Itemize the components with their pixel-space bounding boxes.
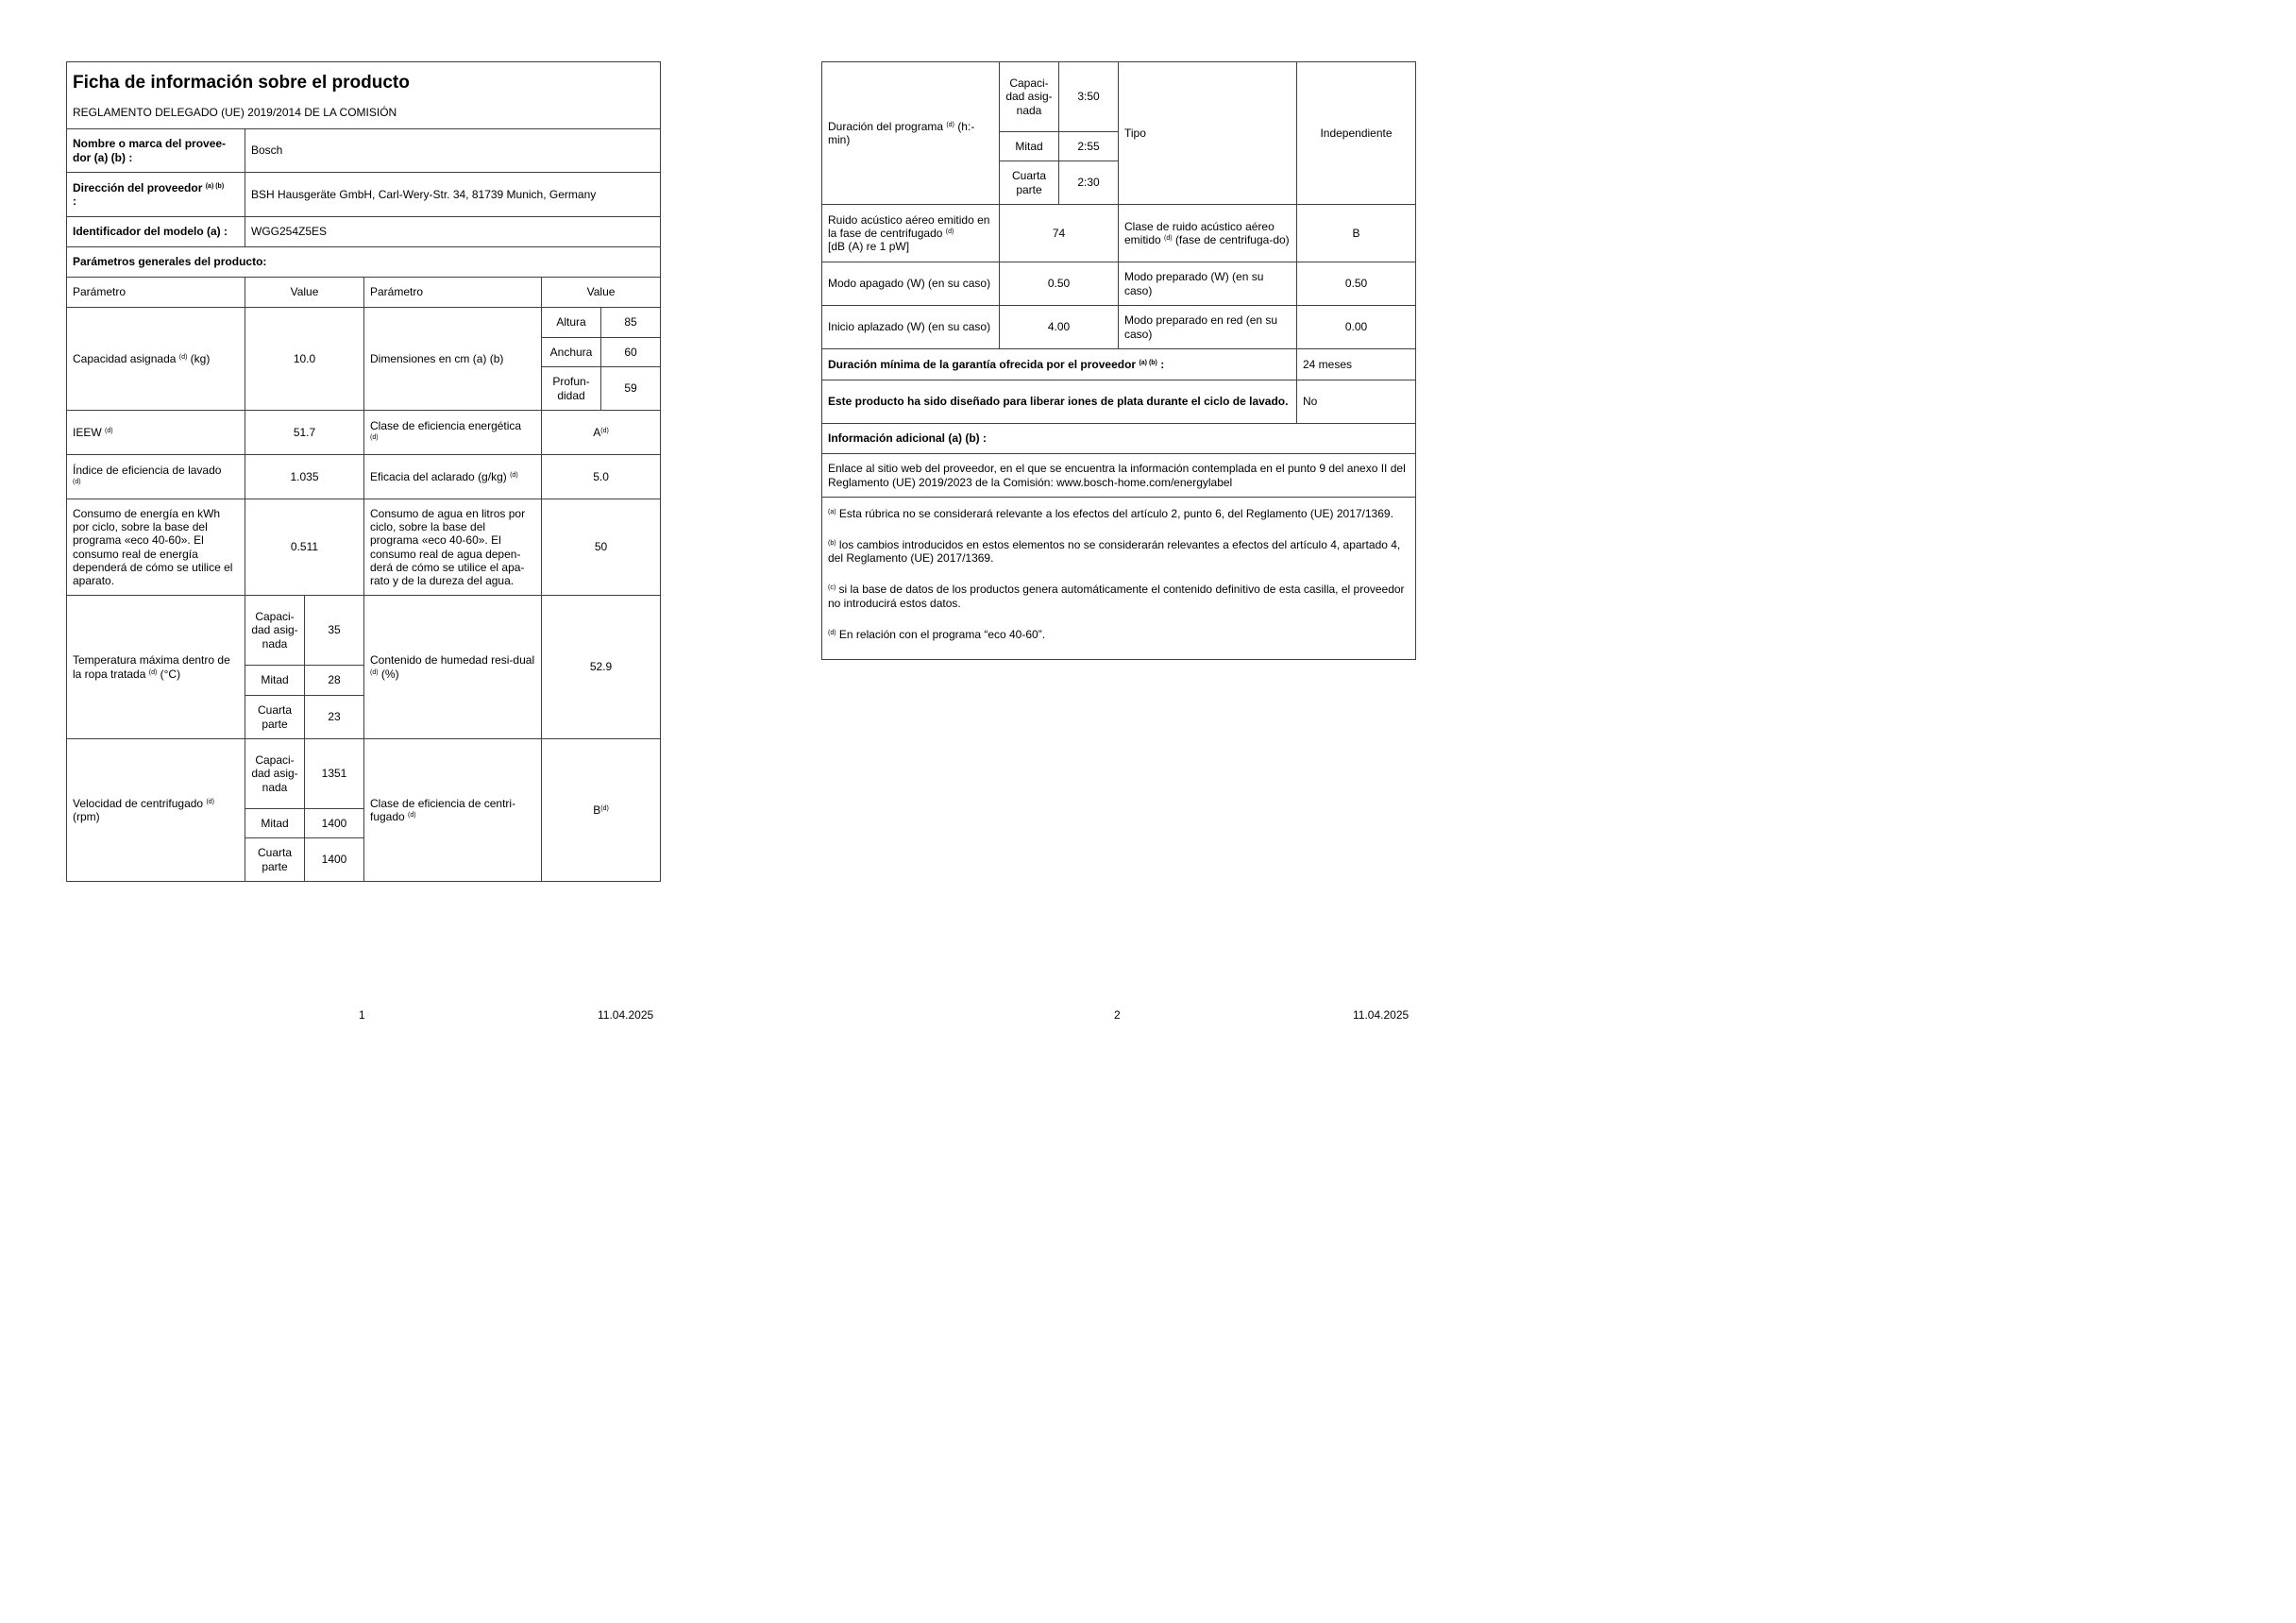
dimensions-label: Dimensiones en cm (a) (b) [364,308,542,411]
energy-class-value-sup: (d) [600,427,609,434]
wash-index-label-cell [67,455,245,499]
noise-unit: [dB (A) re 1 pW] [828,240,910,254]
moisture-label: Contenido de humedad resi-dual [370,653,535,668]
rinse-sup: (d) [510,471,518,479]
temp-full-label: Capaci-dad asig-nada [245,596,305,666]
spin-class-value-cell [542,739,661,882]
temp-quarter-value: 23 [305,696,364,739]
additional-info-heading: Información adicional (a) (b) : [822,424,1416,454]
dim-height-label: Altura [542,308,601,338]
type-label: Tipo [1119,62,1297,205]
spin-class-value-sup: (d) [600,804,609,812]
spin-label: Velocidad de centrifugado [73,796,204,810]
duration-label: Duración del programa [828,119,944,133]
delay-start-value: 4.00 [1000,306,1119,349]
noise-value: 74 [1000,205,1119,262]
header-param-2: Parámetro [364,278,542,308]
page-date: 11.04.2025 [598,1008,654,1022]
silver-ions-label: Este producto ha sido diseñado para liberar iones de plata durante el ciclo de lavado. [822,380,1297,424]
energy-consumption-value: 0.511 [245,499,364,596]
temp-full-value: 35 [305,596,364,666]
temp-half-value: 28 [305,666,364,696]
energy-consumption-label: Consumo de energía en kWh por ciclo, sobre la base del programa «eco 40-60». El consumo real de energía dependerá de cómo se utilice el aparato. [67,499,245,596]
capacity-unit: (kg) [190,351,211,365]
rinse-value: 5.0 [542,455,661,499]
temp-quarter-label: Cuarta parte [245,696,305,739]
temp-sup: (d) [148,668,158,676]
warranty-label: Duración mínima de la garantía ofrecida por el proveedor [828,357,1137,371]
off-mode-value: 0.50 [1000,262,1119,306]
duration-half-value: 2:55 [1059,132,1119,161]
spin-label-cell [67,739,245,882]
capacity-label-cell [67,308,245,411]
spin-half-label: Mitad [245,809,305,838]
temp-unit: (°C) [160,667,181,681]
duration-quarter-label: Cuarta parte [1000,161,1059,205]
address-sup: (a) (b) [205,182,225,190]
noise-label-cell [822,205,1000,262]
header-param: Parámetro [67,278,245,308]
noise-class-label: Clase de ruido acústico aéreo emitido [1124,219,1275,246]
delay-start-label: Inicio aplazado (W) (en su caso) [822,306,1000,349]
type-value: Independiente [1297,62,1416,205]
duration-quarter-value: 2:30 [1059,161,1119,205]
warranty-label-cell [822,349,1297,380]
capacity-label: Capacidad asignada [73,351,177,365]
dim-depth-value: 59 [601,367,661,411]
weblink-text: Enlace al sitio web del proveedor, en el que se encuentra la información contemplada en el punto 9 del anexo II del Reglamento (UE) 2019/2023 de la Comisión: www.bosch-home.com/energylabel [822,454,1416,498]
noise-class-suffix: (fase de centrifuga-do) [1174,233,1290,246]
supplier-label: Nombre o marca del provee-dor (a) (b) : [67,129,245,173]
duration-half-label: Mitad [1000,132,1059,161]
footnote-c-mark: (c) [828,584,836,592]
dim-width-value: 60 [601,338,661,367]
duration-sup: (d) [946,121,954,128]
water-consumption-label: Consumo de agua en litros por ciclo, sobre la base del programa «eco 40-60». El consumo real de agua depen-derá de cómo se utilice el apa-rato y de la dureza del agua. [364,499,542,596]
warranty-value: 24 meses [1297,349,1416,380]
ieew-sup: (d) [105,427,113,434]
spin-class-value: B [593,803,601,817]
noise-class-label-cell [1119,205,1297,262]
spin-full-value: 1351 [305,739,364,809]
energy-class-value-cell [542,411,661,455]
header-value: Value [245,278,364,308]
product-info-table-2 [821,61,1416,660]
dim-depth-label: Profun-didad [542,367,601,411]
energy-class-sup: (d) [370,434,379,441]
address-label-cell [67,173,245,217]
spin-unit: (rpm) [73,810,100,823]
address-colon: : [73,194,76,208]
page-number: 1 [359,1008,365,1022]
spin-quarter-label: Cuarta parte [245,838,305,882]
spin-class-label-cell [364,739,542,882]
silver-ions-value: No [1297,380,1416,424]
general-params-heading: Parámetros generales del producto: [67,247,661,278]
footnote-b [828,538,1410,565]
spin-quarter-value: 1400 [305,838,364,882]
spin-full-label: Capaci-dad asig-nada [245,739,305,809]
duration-full-value: 3:50 [1059,62,1119,132]
product-info-table-1 [66,61,661,882]
address-label: Dirección del proveedor [73,180,203,194]
temp-label-cell [67,596,245,739]
wash-index-sup: (d) [73,479,81,485]
rinse-label: Eficacia del aclarado (g/kg) [370,469,507,483]
standby-label: Modo preparado (W) (en su caso) [1119,262,1297,306]
page-2 [740,0,1480,1046]
spin-sup: (d) [206,798,215,805]
rinse-label-cell [364,455,542,499]
address-value: BSH Hausgeräte GmbH, Carl-Wery-Str. 34, 81739 Munich, Germany [245,173,661,217]
footnotes-cell [822,498,1416,660]
standby-value: 0.50 [1297,262,1416,306]
warranty-sup: (a) (b) [1139,359,1157,366]
duration-full-label: Capaci-dad asig-nada [1000,62,1059,132]
footnote-b-mark: (b) [828,540,836,548]
noise-sup: (d) [945,228,954,235]
duration-unit: (h:-min) [828,119,975,146]
footnote-a-mark: (a) [828,509,836,516]
moisture-value: 52.9 [542,596,661,739]
page-date: 11.04.2025 [1353,1008,1410,1022]
model-label: Identificador del modelo (a) : [67,217,245,247]
capacity-value: 10.0 [245,308,364,411]
supplier-value: Bosch [245,129,661,173]
footnote-a [828,507,1410,520]
dim-height-value: 85 [601,308,661,338]
ieew-label-cell [67,411,245,455]
noise-class-value: B [1297,205,1416,262]
network-standby-value: 0.00 [1297,306,1416,349]
dim-width-label: Anchura [542,338,601,367]
moisture-label-cell [364,596,542,739]
duration-label-cell [822,62,1000,205]
spin-class-label: Clase de eficiencia de centri-fugado [370,796,516,823]
model-value: WGG254Z5ES [245,217,661,247]
off-mode-label: Modo apagado (W) (en su caso) [822,262,1000,306]
noise-label: Ruido acústico aéreo emitido en la fase de centrifugado [828,212,990,240]
document-title: Ficha de información sobre el producto [73,73,410,93]
capacity-sup: (d) [178,353,188,361]
spin-half-value: 1400 [305,809,364,838]
ieew-value: 51.7 [245,411,364,455]
temp-label: Temperatura máxima dentro de la ropa tratada [73,653,230,681]
page-1 [0,0,740,1046]
wash-index-label: Índice de eficiencia de lavado [73,463,222,477]
energy-class-label-cell [364,411,542,455]
footnote-d-mark: (d) [828,629,836,636]
network-standby-label: Modo preparado en red (en su caso) [1119,306,1297,349]
regulation-subtitle: REGLAMENTO DELEGADO (UE) 2019/2014 DE LA COMISIÓN [73,106,397,120]
spin-class-sup: (d) [408,812,416,819]
page-number: 2 [1114,1008,1121,1022]
noise-class-sup: (d) [1164,235,1173,242]
energy-class-value: A [593,425,601,439]
warranty-colon: : [1160,357,1165,371]
moisture-unit: (%) [380,667,399,681]
ieew-label: IEEW [73,425,102,439]
temp-half-label: Mitad [245,666,305,696]
footnote-d-text: En relación con el programa “eco 40-60”. [838,627,1046,641]
energy-class-label: Clase de eficiencia energética [370,418,522,432]
header-value-2: Value [542,278,661,308]
footnote-d [828,628,1410,641]
wash-index-value: 1.035 [245,455,364,499]
footnote-c-text: si la base de datos de los productos genera automáticamente el contenido definitivo de esta casilla, el proveedor no introducirá estos datos. [828,583,1405,610]
footnote-b-text: los cambios introducidos en estos elementos no se considerarán relevantes a efectos del artículo 4, apartado 4, del Reglamento (UE) 2017/1369. [828,538,1401,566]
water-consumption-value: 50 [542,499,661,596]
footnote-c [828,583,1410,609]
footnote-a-text: Esta rúbrica no se considerará relevante a los efectos del artículo 2, punto 6, del Reglamento (UE) 2017/1369. [838,507,1393,520]
moisture-sup: (d) [370,668,379,676]
